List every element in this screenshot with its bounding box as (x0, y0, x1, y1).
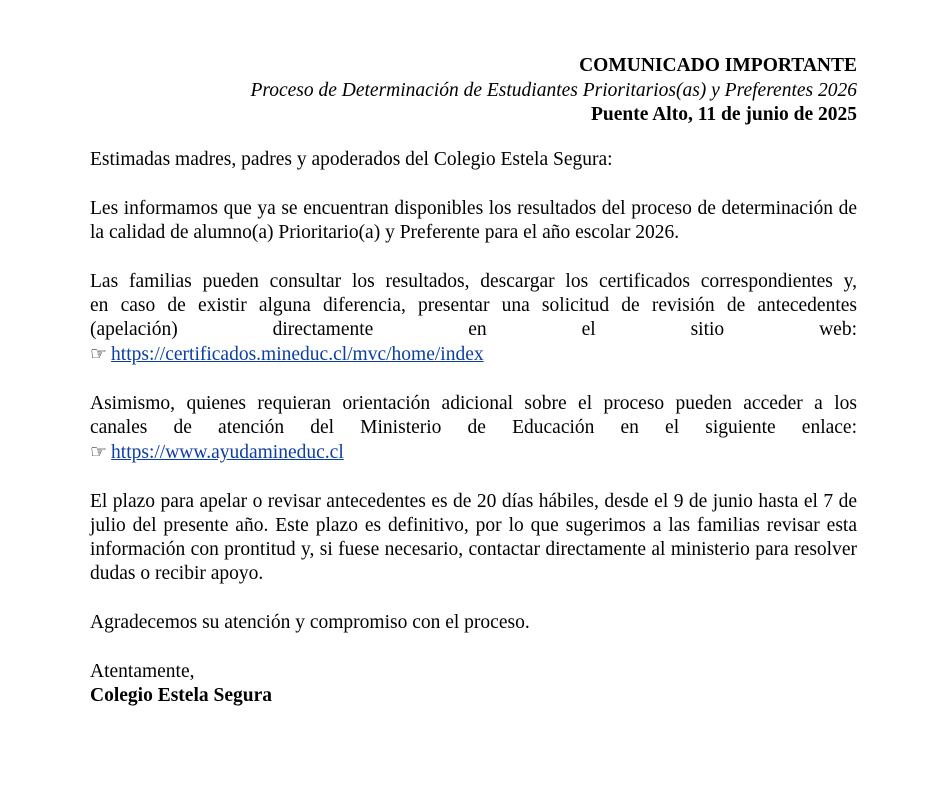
pointing-hand-icon: ☞ (90, 441, 108, 463)
signature-name: Colegio Estela Segura (90, 685, 272, 706)
paragraph-deadline: El plazo para apelar o revisar antecedentes es de 20 días hábiles, desde el 9 de junio hasta el 7 de julio del presente año. Este plazo es definitivo, por lo que sugerimos a las familias revisar esta información con prontitud y, si fuese necesario, contactar directamente al ministerio para resolver dudas o recibir apoyo. (90, 491, 857, 584)
paragraph-consult-results (90, 270, 857, 367)
place-date: Puente Alto, 11 de junio de 2025 (591, 104, 857, 125)
paragraph-results-available: Les informamos que ya se encuentran disponibles los resultados del proceso de determinación de la calidad de alumno(a) Prioritario(a) y Preferente para el año escolar 2026. (90, 198, 857, 243)
document-subtitle: Proceso de Determinación de Estudiantes Prioritarios(as) y Preferentes 2026 (250, 79, 857, 101)
paragraph-thanks: Agradecemos su atención y compromiso con el proceso. (90, 612, 530, 633)
document-header (90, 54, 857, 128)
paragraph-line: en caso de existir alguna diferencia, presentar una solicitud de revisión de antecedentes (90, 295, 857, 316)
paragraph-line: canales de atención del Ministerio de Educación en el siguiente enlace: (90, 417, 857, 438)
link-line-ayuda (90, 440, 857, 465)
signature-block (90, 660, 857, 708)
link-line-certificados (90, 342, 857, 367)
closing: Atentamente, (90, 661, 195, 682)
paragraph-line: (apelación) directamente en el sitio web: (90, 319, 857, 340)
certificados-link[interactable]: https://certificados.mineduc.cl/mvc/home/index (111, 344, 484, 365)
paragraph-orientation (90, 392, 857, 465)
paragraph-line: Las familias pueden consultar los resultados, descargar los certificados correspondientes y, (90, 271, 857, 292)
pointing-hand-icon: ☞ (90, 343, 108, 365)
document-title: COMUNICADO IMPORTANTE (579, 55, 857, 76)
greeting: Estimadas madres, padres y apoderados del Colegio Estela Segura: (90, 149, 613, 170)
paragraph-line: Asimismo, quienes requieran orientación adicional sobre el proceso pueden acceder a los (90, 393, 857, 414)
document-body (90, 148, 857, 708)
ayudamineduc-link[interactable]: https://www.ayudamineduc.cl (111, 442, 344, 463)
